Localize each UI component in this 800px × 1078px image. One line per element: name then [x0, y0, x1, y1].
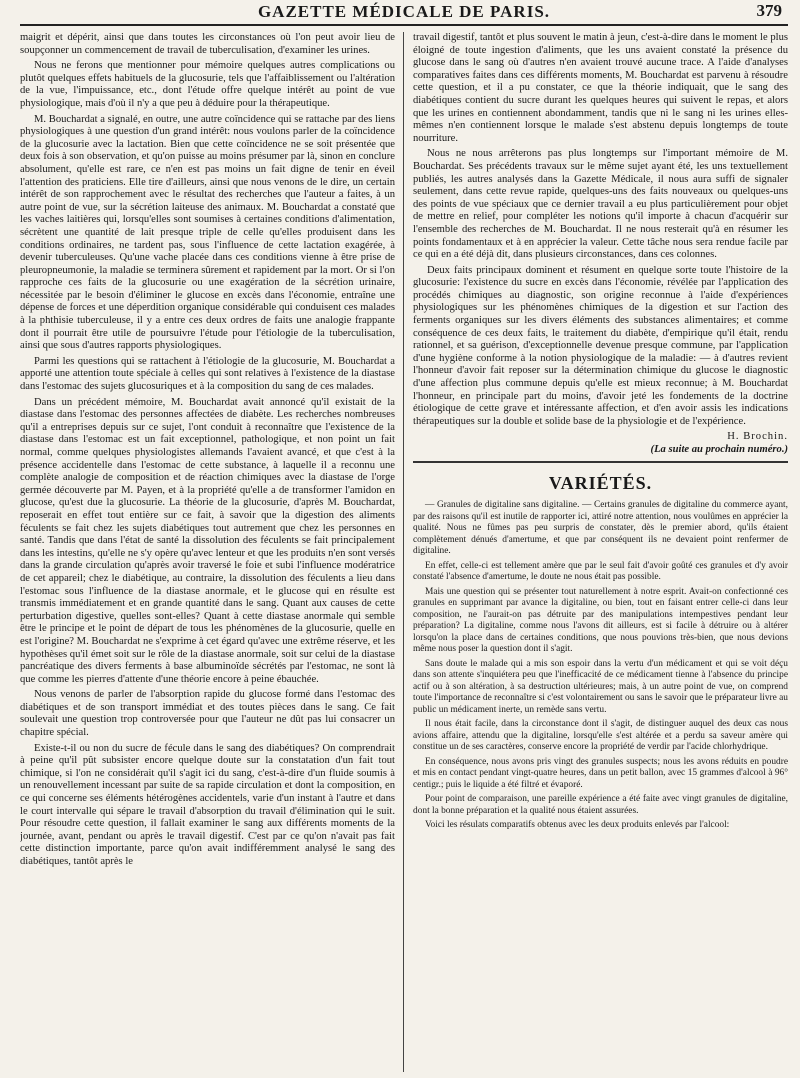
- paragraph: Nous ne ferons que mentionner pour mémoire quelques autres complications ou plutôt quelques effets habituels de la glucosurie, tels que l'affaiblissement ou l'altération de la vue, l'impuissance, etc., dont l'étude offre quelque intérêt au point de vue physiologique, mais d'où il n'y a que peu à déduire pour la thérapeutique.: [20, 60, 395, 109]
- right-column: [404, 32, 788, 1072]
- section-title: VARIÉTÉS.: [548, 473, 653, 494]
- varietes-paragraph: Voici les résulats comparatifs obtenus avec les deux produits enlevés par l'alcool:: [425, 820, 730, 831]
- paragraph: Parmi les questions qui se rattachent à l'étiologie de la glucosurie, M. Bouchardat a apporté une attention toute spéciale à celles qui sont relatives à l'existence de la diastase dans l'estomac des sujets glucosuriques et à la composition du sang de ces malades.: [20, 355, 395, 393]
- section-divider: [413, 461, 788, 463]
- paragraph: Deux faits principaux dominent et résument en quelque sorte toute l'histoire de la glucosurie: l'existence du sucre en excès dans l'économie, révélée par l'application des procédés chimiques au diagnostic, son origine reconnue à l'aide d'expériences physiologiques sur les phénomènes chimiques de la digestion et sur l'action des ferments organiques sur les divers éléments des substances alimentaires; et comme conséquence de ces deux faits, le traitement du diabète, d'empirique qu'il était, rendu rationnel, et sa guérison, d'exceptionnelle devenue presque commune, par l'application d'une hygiène conforme à la notion physiologique de la maladie: — à d'autres revient l'honneur d'avoir fait reposer sur la détermination chimique du glucose le diagnostic d'une affection plus commune depuis qu'elle est mieux reconnue; à M. Bouchardat l'honneur, en principale part du moins, d'avoir jeté les fondements de la doctrine étiologique de cette grave et intéressante affection, et d'en avoir assis les indications thérapeutiques sur la double et solide base de la physiologie et de l'expérience.: [413, 264, 788, 427]
- left-column: [20, 32, 404, 1072]
- paragraph: Nous venons de parler de l'absorption rapide du glucose formé dans l'estomac des diabétiques et de son transport immédiat et des toutes pièces dans le sang. Ce fait soulevait une question trop controversée pour que l'auteur ne dût pas lui consacrer un chapitre spécial.: [20, 689, 395, 739]
- varietes-paragraph: Sans doute le malade qui a mis son espoir dans la vertu d'un médicament et qui se voit déçu dans son attente s'inquiétera peu que l'inefficacité de ce médicament tienne à l'absence du principe actif ou à son altération, à sa destruction ultérieures; mais, à un autre point de vue, on comprend toute l'importance de reconnaître si c'est volontairement ou sans le savoir que le préparateur livre au public un médicament inerte, un remède sans vertu.: [413, 658, 788, 715]
- author-signature: H. Brochin.: [727, 431, 788, 443]
- paragraph: Dans un précédent mémoire, M. Bouchardat avait annoncé qu'il existait de la diastase dans l'estomac des personnes affectées de diabète. Les recherches nombreuses qu'il a entreprises depuis sur ce sujet, l'ont conduit à reconnaître que l'existence de la diastase dans l'estomac est un fait exceptionnel, pathologique, et non point un fait normal, comme quelques physiologistes allemands l'avaient avancé, et que c'est à la présence accidentelle dans l'estomac de cette substance, à laquelle il a reconnu une complète analogie de composition et de réaction chimiques avec la diastase de l'orge germée découverte par M. Payen, et à la propriété qu'elle a de transformer l'amidon en glucose, qu'est due la glucosurie. La théorie de la glucosurie, d'après M. Bouchardat, reposerait en effet tout entière sur ce fait, à savoir que la digestion des aliments féculents se fait chez les sujets diabétiques tout autrement que chez les personnes en santé. Tandis que dans l'état de santé la dissolution des féculents se fait principalement dans les intestins, qu'elle ne s'y opère qu'avec lenteur et que les produits n'en sont versés dans la grande circulation qu'après avoir traversé le foie et subi l'influence modératrice de cet appareil; chez le diabétique, au contraire, la dissolution des féculents a lieu dans l'estomac sous l'influence de la diastase anormale, et le glucose qui en résulte est transmis immédiatement et en grande quantité dans le sang. Quant aux causes de cette perturbation digestive, quelles sont-elles? Quant à cette diastase anormale qui semble être le principe et le point de départ de tous les phénomènes de la glucosurie, quelle en est l'origine? M. Bouchardat ne s'exprime à cet égard qu'avec une extrême réserve, et les hypothèses qu'il émet soit sur le rôle de la diastase anormale, soit sur celui de la diastase pancréatique des divers ferments à base albuminoïde sécrétés par l'estomac, ne sont là que comme les pierres d'attente d'une théorie encore à peine ébauchée.: [20, 396, 395, 685]
- publication-title: GAZETTE MÉDICALE DE PARIS.: [257, 2, 551, 21]
- varietes-paragraph: Il nous était facile, dans la circonstance dont il s'agit, de distinguer auquel des deux cas nous avions affaire, attendu que la digitaline, lorsqu'elle s'est altérée et a perdu sa saveur amère qui constitue un de ses caractères, conserve encore la propriété de verdir par l'acide chlorhydrique.: [413, 719, 788, 753]
- paragraph: travail digestif, tantôt et plus souvent le matin à jeun, c'est-à-dire dans le moment le plus éloigné de toute ingestion d'aliments, que les uns avaient constaté la présence du glucose dans le sang où d'autres n'en avaient trouvé aucune trace. A l'aide d'analyses comparatives faites dans ces différents moments, M. Bouchardat est parvenu à résoudre cette question, et il a pu constater, ce que la théorie indiquait, que le sang des diabétiques contient du sucre durant les quelques heures qui suivent le repas, et alors que les urines en contiennent abondamment, tandis que ni le sang ni les urines elles-mêmes n'en contiennent lorsque le malade s'est abstenu depuis longtemps de toute nourriture.: [413, 32, 788, 144]
- paragraph: M. Bouchardat a signalé, en outre, une autre coïncidence qui se rattache par des liens physiologiques à une question d'un grand intérêt: nous voulons parler de la coïncidence de la glucosurie avec la lactation. Bien que cette coïncidence ne se soit présentée que deux fois à son observation, et qu'on puisse au moins présumer par là, sinon en conclure absolument, qu'elle est rare, ce n'en est pas moins un fait digne de tenir en éveil l'attention des praticiens. Elle tire d'ailleurs, ainsi que nous venons de le dire, un certain intérêt de son rapprochement avec le résultat des recherches que l'auteur a faites, à un autre point de vue, sur la sécrétion laiteuse des animaux. M. Bouchardat a constaté que les vaches laitières qui, lorsqu'elles sont soumises à certaines conditions d'alimentation, sécrètent une quantité de lait presque triple de celle qu'elles produisent dans les conditions ordinaires, ne tardent pas, sous l'influence de cette lactation exagérée, à devenir tuberculeuses. Qu'une vache placée dans ces conditions vienne à être prise de pleuropneumonie, la maladie se terminera sûrement et rapidement par la mort. Or si l'on rapproche ces faits de la glucosurie ou une exagération de la sécrétion urinaire, nécessitée par le besoin d'éliminer le glucose en excès dans l'économie, entraîne une dépense de forces et une déperdition organique considérable qui conduisent ces malades à la phthisie tuberculeuse, il y a entre ces deux ordres de faits une analogie frappante dont il pourrait être utile de poursuivre l'étude pour l'étiologie de la tuberculisation, ainsi que sous d'autres rapports physiologiques.: [20, 113, 395, 352]
- varietes-paragraph: Mais une question qui se présenter tout naturellement à notre esprit. Avait-on confectionné ces granules en supprimant par avance la digitaline, ou bien, tout en faisant entrer celle-ci dans leur composition, ne l'aurait-on pas détruite par des manipulations intempestives pendant leur préparation? La digitaline, comme nous l'avons dit ailleurs, est si facile à détruire ou à altérer lorsqu'on la place dans de certaines conditions, que nous pouvions très-bien, que nous devions même nous poser la question dont il s'agit.: [413, 586, 788, 655]
- varietes-paragraph: En conséquence, nous avons pris vingt des granules suspects; nous les avons réduits en poudre et mis en contact pendant vingt-quatre heures, dans un petit ballon, avec 15 grammes d'alcool à 96° centigr.; puis le liquide a été filtré et évaporé.: [413, 756, 788, 790]
- varietes-paragraph: — Granules de digitaline sans digitaline. — Certains granules de digitaline du commerce ayant, par des raisons qu'il est inutile de rapporter ici, attiré notre attention, nous voulûmes en apprécier la qualité. Nous ne fûmes pas peu surpris de constater, dès le premier abord, qu'ils étaient complètement dénués d'amertume, et que par conséquent ils ne devaient point renfermer de digitaline.: [413, 500, 788, 557]
- paragraph: maigrit et dépérit, ainsi que dans toutes les circonstances où l'on peut avoir lieu de soupçonner un commencement de travail de tuberculisation, d'examiner les urines.: [20, 32, 395, 56]
- page-header: [20, 0, 788, 26]
- varietes-paragraph: Pour point de comparaison, une pareille expérience a été faite avec vingt granules de digitaline, dont la bonne préparation et la qualité nous étaient assurées.: [413, 794, 788, 816]
- continued-note: (La suite au prochain numéro.): [650, 444, 788, 456]
- columns: [20, 32, 788, 1072]
- varietes-paragraph: En effet, celle-ci est tellement amère que par le seul fait d'avoir goûté ces granules et d'y avoir constaté l'absence d'amertume, le doute ne nous était pas possible.: [413, 560, 788, 583]
- paragraph: Nous ne nous arrêterons pas plus longtemps sur l'important mémoire de M. Bouchardat. Ses précédents travaux sur le même sujet ayant été, les uns textuellement publiés, les autres analysés dans la Gazette Médicale, il nous aura suffi de signaler seulement, dans cette revue rapide, quelques-uns des faits nouveaux ou quelques-uns des points de vue spéciaux que ce dernier travail a eu plus particulièrement pour objet de mettre en relief, pour compléter les notions qu'il importe à chacun d'acquérir sur l'ensemble des recherches de M. Bouchardat. Il ne nous resterait qu'à en résumer les points fondamentaux et à en apprécier la valeur. Cette tâche nous sera rendue facile par ce qui en a été déjà dit, dans plusieurs circonstances, dans ces colonnes.: [413, 148, 788, 261]
- paragraph: Existe-t-il ou non du sucre de fécule dans le sang des diabétiques? On comprendrait à peine qu'il pût subsister encore quelque doute sur la constatation d'un fait tout chimique, si l'on ne considérait qu'il s'agit ici du sang, c'est-à-dire d'un fluide soumis à un renouvellement incessant par suite de sa rapide circulation et dont la composition, en ce qui concerne ses éléments hétérogènes accidentels, varie d'un instant à l'autre et dans le court intervalle qui sépare le travail d'absorption du travail d'élimination qui le suit. Pour résoudre cette question, il fallait examiner le sang aux différents moments de la journée, avant, pendant ou après le travail digestif. C'est par ce qu'on n'avait pas fait cette distinction importante, parce qu'on avait indifféremment analysé le sang des diabétiques, tantôt après le: [20, 742, 395, 867]
- page-number: 379: [756, 1, 782, 20]
